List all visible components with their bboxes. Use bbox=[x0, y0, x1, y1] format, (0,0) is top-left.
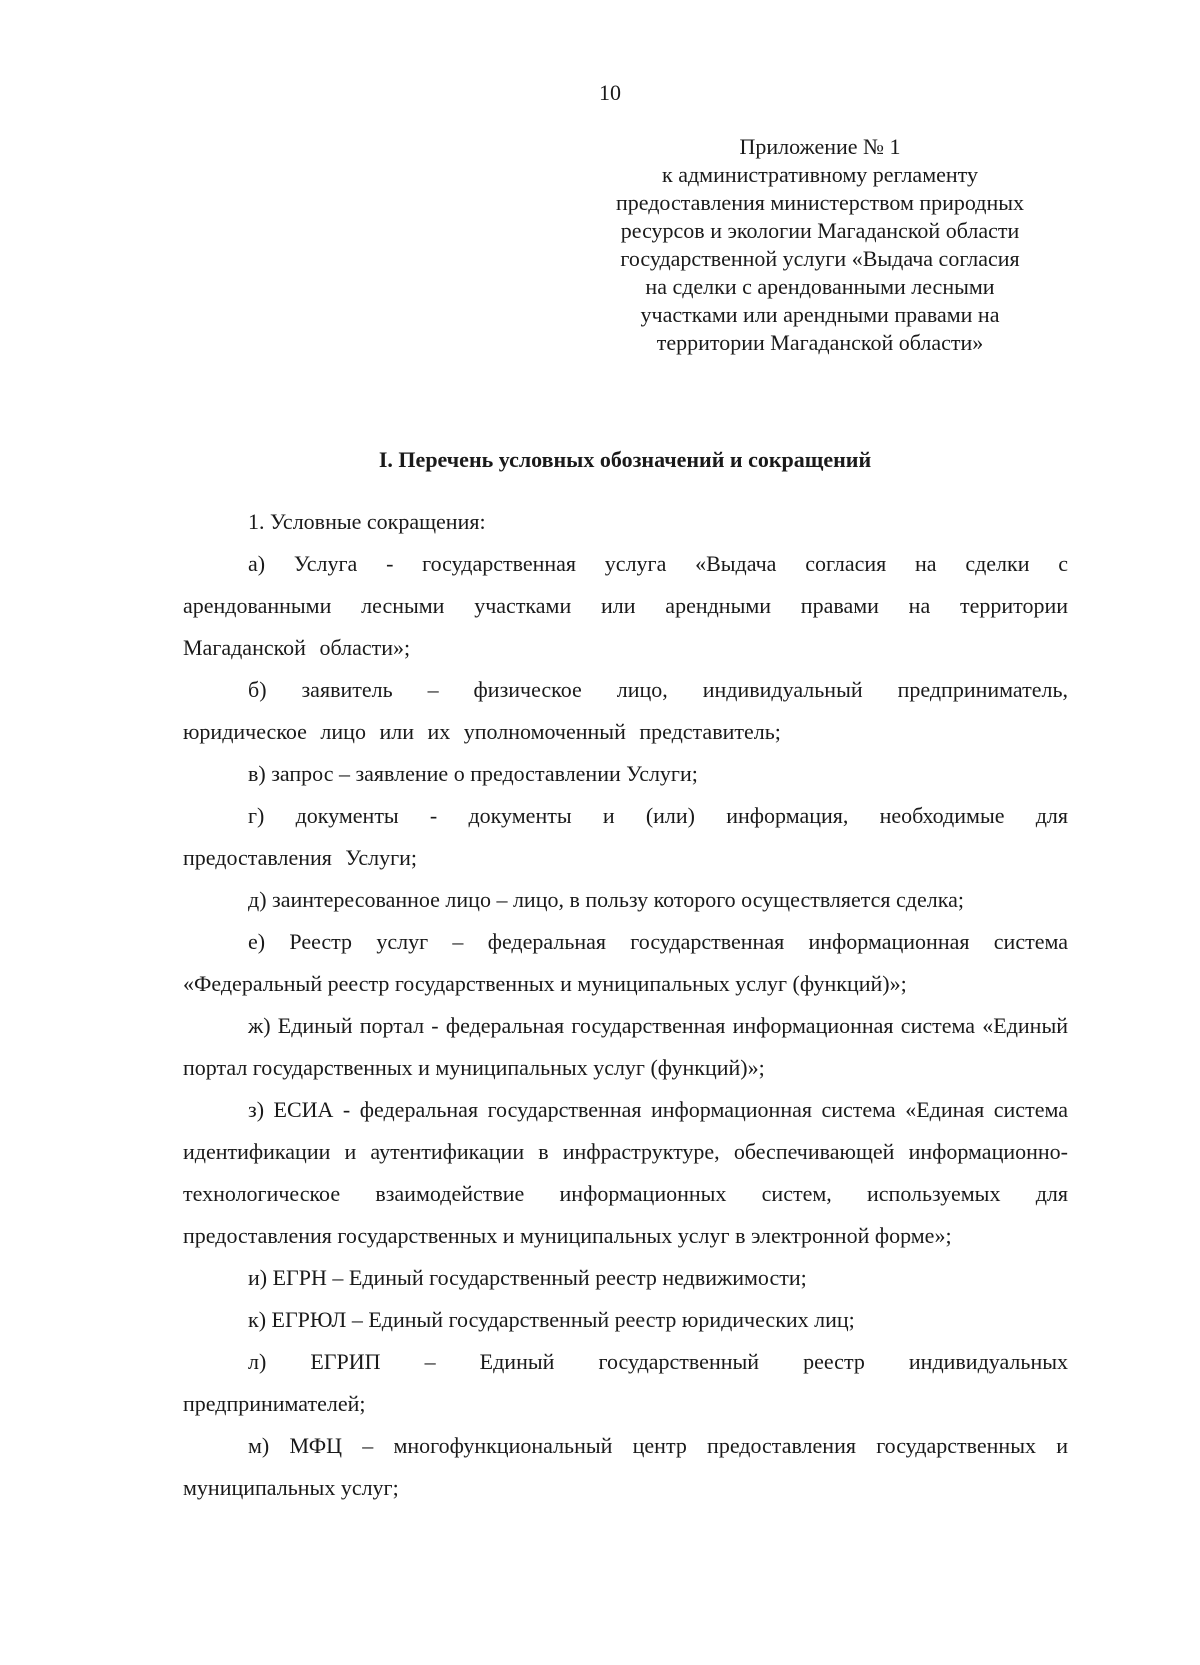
appendix-line: предоставления министерством природных bbox=[615, 190, 1025, 215]
appendix-line: государственной услуги «Выдача согласия bbox=[620, 246, 1020, 271]
paragraph-v-request: в) запрос – заявление о предоставлении Услуги; bbox=[248, 761, 698, 786]
paragraph-k-egrul: к) ЕГРЮЛ – Единый государственный реестр юридических лиц; bbox=[248, 1307, 855, 1332]
paragraph-a-service: а) Услуга - государственная услуга «Выдача согласия на сделки с арендованными лесными участками или арендными правами на территории Магаданской области»; bbox=[183, 551, 1068, 660]
appendix-line: на сделки с арендованными лесными bbox=[645, 274, 995, 299]
paragraph-zh-unified-portal: ж) Единый портал - федеральная государственная информационная система «Единый портал государственных и муниципальных услуг (функций)»; bbox=[183, 1013, 1068, 1080]
paragraph-z-esia: з) ЕСИА - федеральная государственная информационная система «Единая система идентификации и аутентификации в инфраструктуре, обеспечивающей информационно-технологическое взаимодействие информационных систем, используемых для предоставления государственных и муниципальных услуг в электронной форме»; bbox=[183, 1097, 1068, 1248]
appendix-line: территории Магаданской области» bbox=[656, 330, 984, 355]
paragraph-g-documents: г) документы - документы и (или) информация, необходимые для предоставления Услуги; bbox=[183, 803, 1068, 870]
appendix-line: к административному регламенту bbox=[662, 162, 978, 187]
paragraph-abbreviations-intro: 1. Условные сокращения: bbox=[248, 509, 486, 534]
appendix-line: участками или арендными правами на bbox=[640, 302, 1000, 327]
appendix-header bbox=[560, 133, 1080, 357]
appendix-line: Приложение № 1 bbox=[739, 134, 901, 159]
page-number: 10 bbox=[599, 80, 621, 105]
paragraph-l-egrip: л) ЕГРИП – Единый государственный реестр индивидуальных предпринимателей; bbox=[183, 1349, 1068, 1416]
paragraph-b-applicant: б) заявитель – физическое лицо, индивидуальный предприниматель, юридическое лицо или их уполномоченный представитель; bbox=[183, 677, 1068, 744]
paragraph-e-services-registry: е) Реестр услуг – федеральная государственная информационная система «Федеральный реестр государственных и муниципальных услуг (функций)»; bbox=[183, 929, 1068, 996]
appendix-line: ресурсов и экологии Магаданской области bbox=[620, 218, 1020, 243]
paragraph-d-interested-party: д) заинтересованное лицо – лицо, в пользу которого осуществляется сделка; bbox=[248, 887, 964, 912]
document-body bbox=[183, 501, 1068, 1509]
paragraph-i-egrn: и) ЕГРН – Единый государственный реестр недвижимости; bbox=[248, 1265, 807, 1290]
section-title: I. Перечень условных обозначений и сокращений bbox=[378, 447, 872, 472]
paragraph-m-mfc: м) МФЦ – многофункциональный центр предоставления государственных и муниципальных услуг; bbox=[183, 1433, 1068, 1500]
